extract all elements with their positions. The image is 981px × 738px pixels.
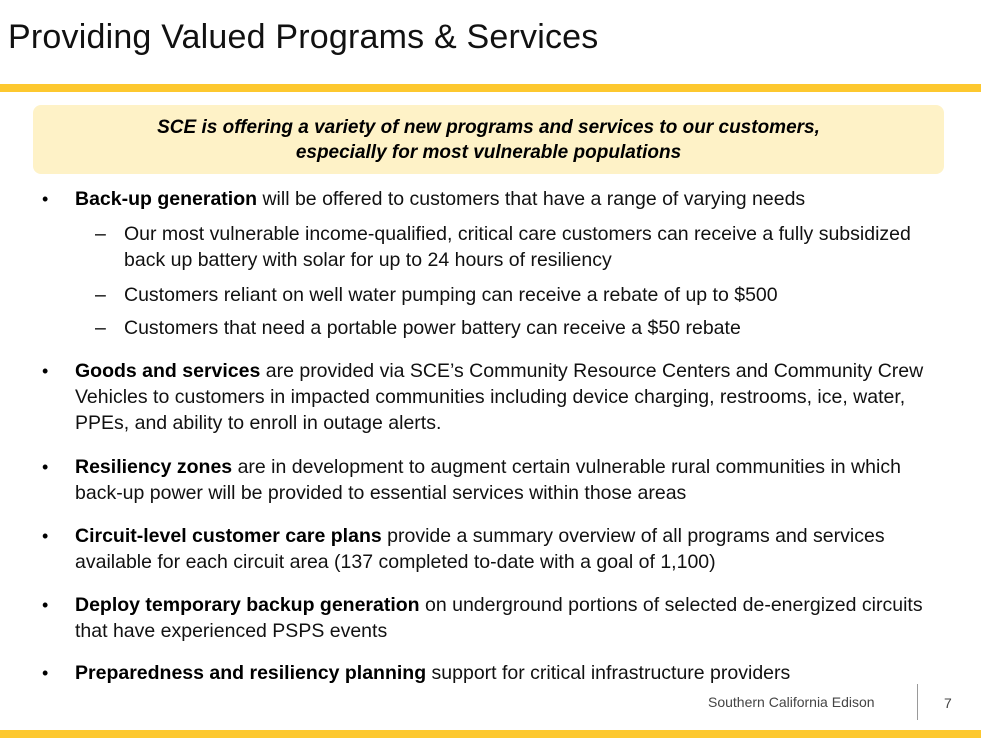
footer-brand: Southern California Edison xyxy=(708,694,875,710)
bottom-accent-bar xyxy=(0,730,981,738)
list-item-rest: on underground portions of selected de-energized circuits that have experienced PSPS events xyxy=(75,594,923,642)
list-item-text xyxy=(75,592,945,644)
dash-icon: – xyxy=(95,317,106,339)
sub-item-text: Our most vulnerable income-qualified, critical care customers can receive a fully subsidized back up battery with solar for up to 24 hours of resiliency xyxy=(124,223,911,271)
list-item-text xyxy=(75,358,945,436)
list-item-rest: are provided via SCE’s Community Resource Centers and Community Crew Vehicles to customers in impacted communities including device charging, restrooms, ice, water, PPEs, and ability to enroll in outage alerts. xyxy=(75,360,924,434)
callout-line-1: SCE is offering a variety of new programs and services to our customers, xyxy=(157,116,820,138)
list-item-rest: support for critical infrastructure providers xyxy=(426,662,791,684)
list-item-text xyxy=(75,660,945,686)
callout-box xyxy=(33,105,944,174)
bullet-icon: • xyxy=(42,663,49,683)
list-item-bold: Resiliency zones xyxy=(75,456,233,478)
list-item-rest: provide a summary overview of all programs and services available for each circuit area (137 completed to-date with a goal of 1,100) xyxy=(75,525,885,573)
page-number: 7 xyxy=(944,695,952,711)
list-item-bold: Circuit-level customer care plans xyxy=(75,525,382,547)
top-accent-bar xyxy=(0,84,981,92)
footer-divider xyxy=(917,684,918,720)
list-item-bold: Preparedness and resiliency planning xyxy=(75,662,427,684)
bullet-icon: • xyxy=(42,361,49,381)
list-item-text xyxy=(75,454,945,506)
bullet-icon: • xyxy=(42,189,49,209)
list-item-text xyxy=(75,523,945,575)
list-item-rest: are in development to augment certain vulnerable rural communities in which back-up power will be provided to essential services within those areas xyxy=(75,456,901,504)
sub-item-text: Customers that need a portable power battery can receive a $50 rebate xyxy=(124,317,741,339)
bullet-icon: • xyxy=(42,457,49,477)
dash-icon: – xyxy=(95,284,106,306)
dash-icon: – xyxy=(95,223,106,245)
list-item-text xyxy=(75,186,945,212)
bullet-icon: • xyxy=(42,526,49,546)
list-item-bold: Deploy temporary backup generation xyxy=(75,594,420,616)
sub-item-text: Customers reliant on well water pumping can receive a rebate of up to $500 xyxy=(124,284,778,306)
slide-title: Providing Valued Programs & Services xyxy=(8,18,599,56)
callout-line-2: especially for most vulnerable populations xyxy=(295,141,682,163)
list-item-bold: Back-up generation xyxy=(75,188,258,210)
list-item-rest: will be offered to customers that have a range of varying needs xyxy=(257,188,806,210)
bullet-icon: • xyxy=(42,595,49,615)
list-item-bold: Goods and services xyxy=(75,360,261,382)
